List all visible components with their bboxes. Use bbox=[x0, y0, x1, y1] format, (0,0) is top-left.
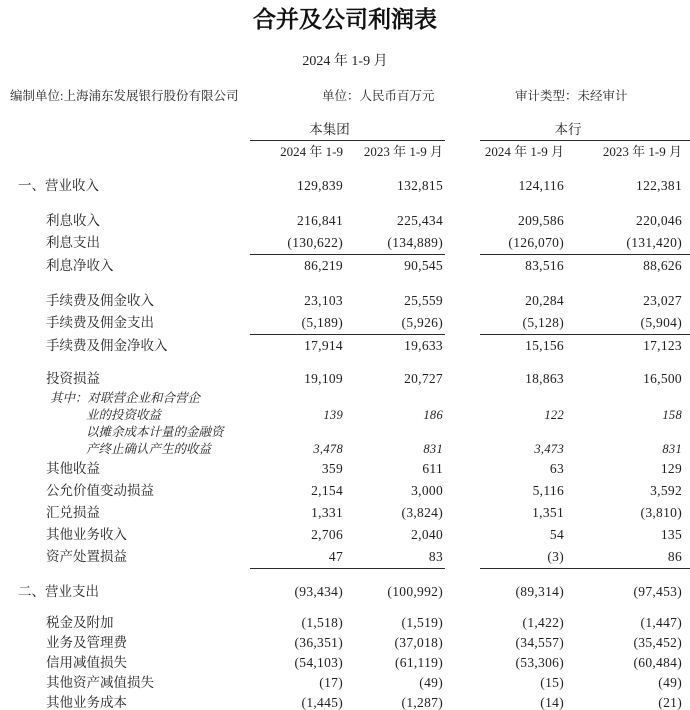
cell-value: 2,706 bbox=[311, 527, 343, 542]
cell-value: 129 bbox=[660, 461, 682, 476]
cell-value: 5,116 bbox=[532, 483, 564, 498]
cell-value: 2,154 bbox=[311, 483, 343, 498]
cell-value: (53,306) bbox=[515, 655, 564, 670]
cell-value: 3,473 bbox=[534, 442, 564, 456]
cell-value: 3,478 bbox=[313, 442, 343, 456]
table-row bbox=[0, 175, 690, 197]
cell-value: 209,586 bbox=[518, 213, 564, 228]
cell-value: (100,992) bbox=[387, 584, 443, 599]
cell-value: 23,027 bbox=[643, 293, 682, 308]
table-row bbox=[0, 613, 690, 633]
cell-value: (1,518) bbox=[301, 615, 343, 630]
cell-value: 129,839 bbox=[297, 178, 343, 193]
cell-value: 225,434 bbox=[397, 213, 443, 228]
cell-value: 18,863 bbox=[525, 371, 564, 386]
table-row bbox=[0, 581, 690, 603]
cell-value: 17,123 bbox=[643, 338, 682, 353]
row-label: 汇兑损益 bbox=[46, 505, 100, 520]
cell-value: (35,452) bbox=[633, 635, 682, 650]
row-label: 产终止确认产生的收益 bbox=[86, 442, 212, 456]
cell-value: (93,434) bbox=[294, 584, 343, 599]
row-label: 手续费及佣金净收入 bbox=[46, 338, 168, 353]
cell-value: 122 bbox=[544, 408, 564, 422]
cell-value: 158 bbox=[662, 408, 682, 422]
cell-value: (3,810) bbox=[640, 505, 682, 520]
prepared-by-label: 编制单位:上海浦东发展银行股份有限公司 bbox=[10, 89, 239, 103]
cell-value: (5,128) bbox=[522, 315, 564, 330]
cell-value: 88,626 bbox=[643, 258, 682, 273]
row-label: 税金及附加 bbox=[46, 615, 114, 630]
row-label: 以摊余成本计量的金融资 bbox=[86, 425, 224, 439]
cell-value: 132,815 bbox=[397, 178, 443, 193]
cell-value: (1,445) bbox=[301, 695, 343, 710]
cell-value: 831 bbox=[423, 442, 443, 456]
cell-value: 90,545 bbox=[404, 258, 443, 273]
table-row bbox=[0, 633, 690, 653]
table-row bbox=[0, 673, 690, 693]
cell-value: 124,116 bbox=[518, 178, 564, 193]
column-subheader: 2023 年 1-9 月 bbox=[602, 144, 682, 159]
cell-value: 2,040 bbox=[411, 527, 443, 542]
unit-label: 单位：人民币百万元 bbox=[322, 89, 435, 103]
table-row bbox=[0, 290, 690, 312]
cell-value: (97,453) bbox=[633, 584, 682, 599]
row-label: 其他收益 bbox=[46, 461, 100, 476]
cell-value: 25,559 bbox=[404, 293, 443, 308]
cell-value: 186 bbox=[423, 408, 443, 422]
cell-value: (61,119) bbox=[394, 655, 443, 670]
cell-value: (37,018) bbox=[394, 635, 443, 650]
cell-value: 220,046 bbox=[636, 213, 682, 228]
cell-value: 611 bbox=[422, 461, 443, 476]
cell-value: 15,156 bbox=[525, 338, 564, 353]
table-row bbox=[0, 441, 690, 458]
cell-value: (1,422) bbox=[522, 615, 564, 630]
table-row bbox=[0, 368, 690, 390]
income-statement-table bbox=[0, 120, 690, 710]
cell-value: 3,000 bbox=[411, 483, 443, 498]
table-row bbox=[0, 335, 690, 357]
cell-value: (3,824) bbox=[401, 505, 443, 520]
cell-value: (15) bbox=[540, 675, 564, 690]
table-row bbox=[0, 210, 690, 232]
column-group-header-row bbox=[0, 120, 690, 141]
row-label: 利息收入 bbox=[46, 213, 100, 228]
column-subheader: 2023 年 1-9 月 bbox=[363, 144, 443, 159]
cell-value: (49) bbox=[419, 675, 443, 690]
row-label: 其中：对联营企业和合营企 bbox=[50, 391, 201, 405]
cell-value: (126,070) bbox=[508, 235, 564, 250]
cell-value: 20,727 bbox=[404, 371, 443, 386]
cell-value: (17) bbox=[319, 675, 343, 690]
cell-value: (5,904) bbox=[640, 315, 682, 330]
column-subheader-row bbox=[0, 141, 690, 163]
cell-value: (60,484) bbox=[633, 655, 682, 670]
table-row bbox=[0, 255, 690, 277]
cell-value: 86,219 bbox=[304, 258, 343, 273]
row-label: 业务及管理费 bbox=[46, 635, 127, 650]
cell-value: 47 bbox=[328, 549, 343, 564]
table-row bbox=[0, 693, 690, 710]
cell-value: (1,287) bbox=[401, 695, 443, 710]
table-row bbox=[0, 312, 690, 335]
table-row bbox=[0, 502, 690, 524]
cell-value: 359 bbox=[321, 461, 343, 476]
column-subheader: 2024 年 1-9 月 bbox=[484, 144, 564, 159]
cell-value: 83 bbox=[428, 549, 443, 564]
report-meta-row bbox=[0, 88, 690, 104]
cell-value: 19,109 bbox=[304, 371, 343, 386]
cell-value: (54,103) bbox=[294, 655, 343, 670]
cell-value: (130,622) bbox=[287, 235, 343, 250]
cell-value: 86 bbox=[667, 549, 682, 564]
cell-value: 135 bbox=[660, 527, 682, 542]
cell-value: 1,331 bbox=[311, 505, 343, 520]
cell-value: 139 bbox=[323, 408, 343, 422]
row-label: 二、营业支出 bbox=[18, 584, 99, 599]
cell-value: (89,314) bbox=[515, 584, 564, 599]
row-label: 业的投资收益 bbox=[86, 408, 162, 422]
report-period: 2024 年 1-9 月 bbox=[302, 54, 388, 69]
cell-value: (134,889) bbox=[387, 235, 443, 250]
row-label: 信用减值损失 bbox=[46, 655, 127, 670]
cell-value: 216,841 bbox=[297, 213, 343, 228]
audit-type-label: 审计类型：未经审计 bbox=[515, 89, 628, 103]
cell-value: (3) bbox=[547, 549, 564, 564]
cell-value: 63 bbox=[549, 461, 564, 476]
cell-value: (34,557) bbox=[515, 635, 564, 650]
cell-value: 122,381 bbox=[636, 178, 682, 193]
cell-value: (131,420) bbox=[626, 235, 682, 250]
table-row bbox=[0, 407, 690, 424]
cell-value: (5,926) bbox=[401, 315, 443, 330]
cell-value: (5,189) bbox=[301, 315, 343, 330]
row-label: 其他资产减值损失 bbox=[46, 675, 154, 690]
cell-value: 23,103 bbox=[304, 293, 343, 308]
row-label: 公允价值变动损益 bbox=[46, 483, 154, 498]
table-row bbox=[0, 232, 690, 255]
table-row bbox=[0, 653, 690, 673]
cell-value: 3,592 bbox=[650, 483, 682, 498]
row-label: 利息支出 bbox=[46, 235, 100, 250]
cell-value: 16,500 bbox=[643, 371, 682, 386]
row-label: 利息净收入 bbox=[46, 258, 114, 273]
row-label: 手续费及佣金支出 bbox=[46, 315, 154, 330]
cell-value: 17,914 bbox=[304, 338, 343, 353]
cell-value: 83,516 bbox=[525, 258, 564, 273]
row-label: 一、营业收入 bbox=[18, 178, 99, 193]
cell-value: 20,284 bbox=[525, 293, 564, 308]
row-label: 其他业务成本 bbox=[46, 695, 127, 710]
cell-value: 54 bbox=[549, 527, 564, 542]
cell-value: (21) bbox=[658, 695, 682, 710]
row-label: 其他业务收入 bbox=[46, 527, 127, 542]
cell-value: (1,447) bbox=[640, 615, 682, 630]
cell-value: (14) bbox=[540, 695, 564, 710]
page-title: 合并及公司利润表 bbox=[253, 6, 437, 32]
cell-value: (1,519) bbox=[401, 615, 443, 630]
bank-column-header: 本行 bbox=[480, 120, 690, 141]
table-row bbox=[0, 424, 690, 441]
table-row bbox=[0, 480, 690, 502]
table-row bbox=[0, 458, 690, 480]
row-label: 手续费及佣金收入 bbox=[46, 293, 154, 308]
cell-value: 1,351 bbox=[532, 505, 564, 520]
row-label: 资产处置损益 bbox=[46, 549, 127, 564]
cell-value: (49) bbox=[658, 675, 682, 690]
column-subheader: 2024 年 1-9 bbox=[280, 144, 343, 159]
table-row bbox=[0, 524, 690, 546]
cell-value: 19,633 bbox=[404, 338, 443, 353]
cell-value: 831 bbox=[662, 442, 682, 456]
group-column-header: 本集团 bbox=[250, 120, 445, 141]
table-row bbox=[0, 390, 690, 407]
row-label: 投资损益 bbox=[46, 371, 100, 386]
cell-value: (36,351) bbox=[294, 635, 343, 650]
table-row bbox=[0, 546, 690, 569]
